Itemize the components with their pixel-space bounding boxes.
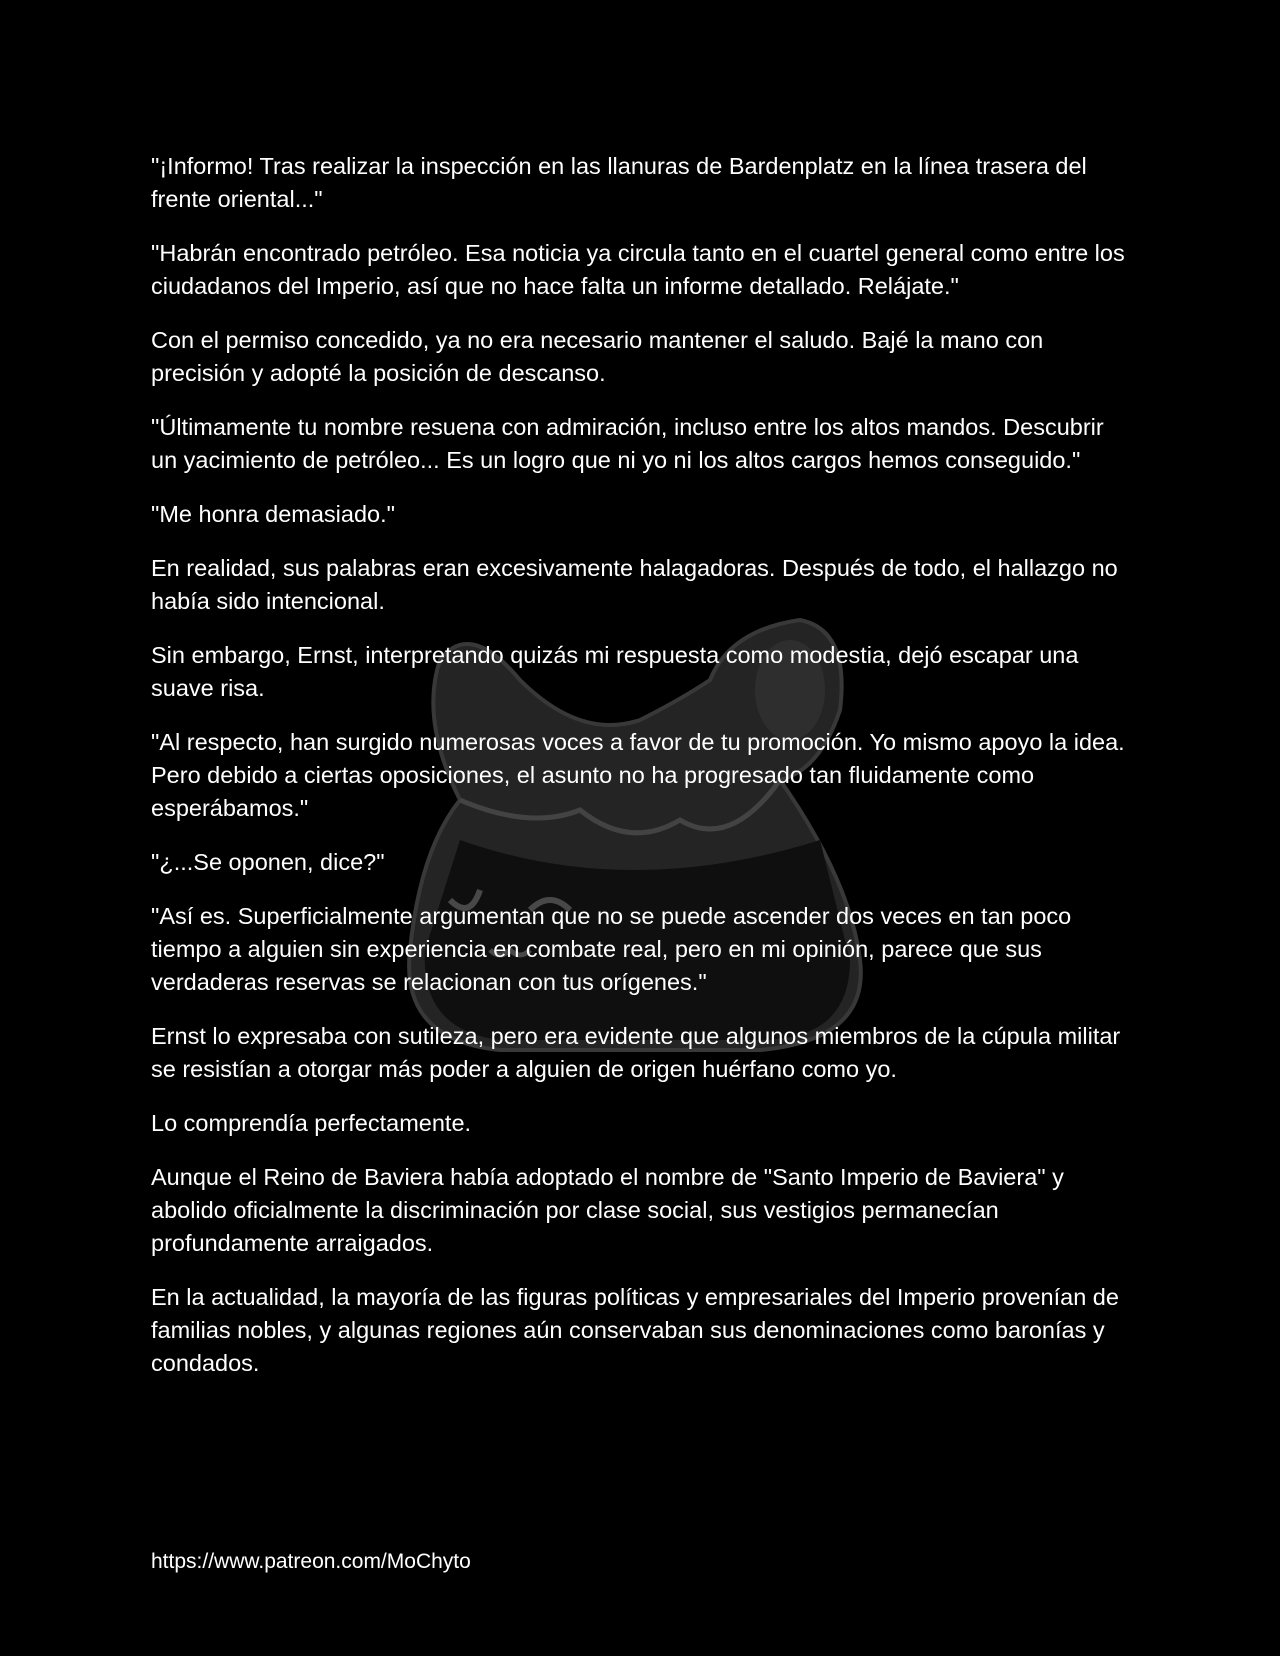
- paragraph: "Habrán encontrado petróleo. Esa noticia ya circula tanto en el cuartel general como entre los ciudadanos del Imperio, así que no hace falta un informe detallado. Relájate.": [151, 240, 1125, 299]
- paragraph: Con el permiso concedido, ya no era necesario mantener el saludo. Bajé la mano con precisión y adopté la posición de descanso.: [151, 327, 1044, 386]
- paragraph: Ernst lo expresaba con sutileza, pero era evidente que algunos miembros de la cúpula militar se resistían a otorgar más poder a alguien de origen huérfano como yo.: [151, 1023, 1121, 1082]
- paragraph: Aunque el Reino de Baviera había adoptado el nombre de "Santo Imperio de Baviera" y abolido oficialmente la discriminación por clase social, sus vestigios permanecían profundamente arraigados.: [151, 1164, 1064, 1256]
- paragraph: "¿...Se oponen, dice?": [151, 849, 385, 875]
- patreon-link[interactable]: https://www.patreon.com/MoChyto: [151, 1550, 471, 1573]
- paragraph: Sin embargo, Ernst, interpretando quizás mi respuesta como modestia, dejó escapar una suave risa.: [151, 642, 1079, 701]
- paragraph: "Me honra demasiado.": [151, 501, 395, 527]
- paragraph: Lo comprendía perfectamente.: [151, 1110, 472, 1136]
- paragraph: "Así es. Superficialmente argumentan que no se puede ascender dos veces en tan poco tiempo a alguien sin experiencia en combate real, pero en mi opinión, parece que sus verdaderas reservas se relacionan con tus orígenes.": [151, 903, 1072, 995]
- paragraph: En la actualidad, la mayoría de las figuras políticas y empresariales del Imperio provenían de familias nobles, y algunas regiones aún conservaban sus denominaciones como baronías y condados.: [151, 1284, 1119, 1376]
- paragraph: "Al respecto, han surgido numerosas voces a favor de tu promoción. Yo mismo apoyo la idea. Pero debido a ciertas oposiciones, el asunto no ha progresado tan fluidamente como esperábamos.": [151, 729, 1125, 821]
- paragraph: En realidad, sus palabras eran excesivamente halagadoras. Después de todo, el hallazgo no había sido intencional.: [151, 555, 1118, 614]
- paragraph: "¡Informo! Tras realizar la inspección en las llanuras de Bardenplatz en la línea trasera del frente oriental...": [151, 153, 1087, 212]
- paragraph: "Últimamente tu nombre resuena con admiración, incluso entre los altos mandos. Descubrir un yacimiento de petróleo... Es un logro que ni yo ni los altos cargos hemos conseguido.": [151, 414, 1104, 473]
- chapter-text: [151, 150, 1136, 1401]
